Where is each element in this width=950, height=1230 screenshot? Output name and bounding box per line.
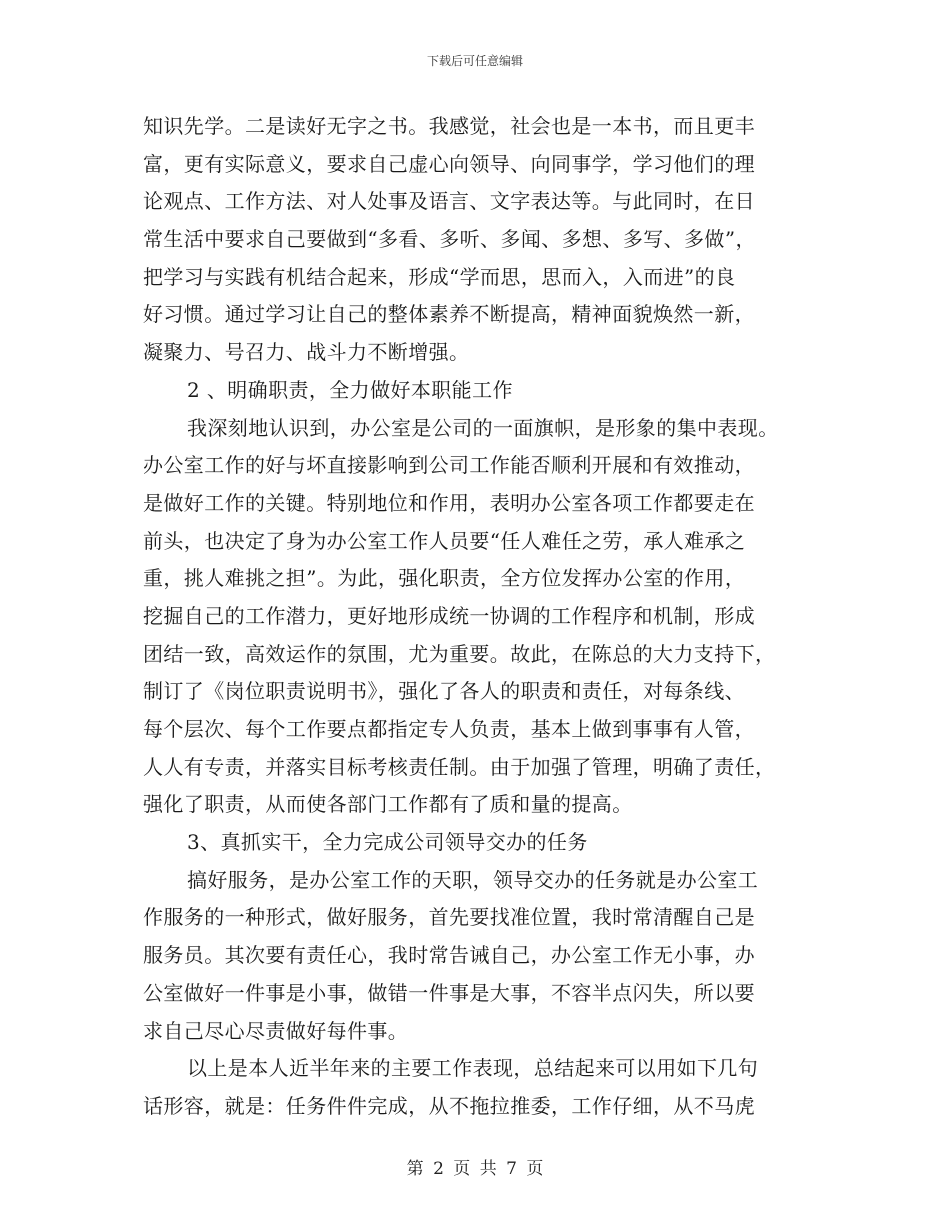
text-line: 把学习与实践有机结合起来，形成“学而思，思而入，入而进”的良: [143, 264, 736, 289]
text-line: 挖掘自己的工作潜力，更好地形成统一协调的工作程序和机制，形成: [143, 603, 755, 628]
text-line: 强化了职责，从而使各部门工作都有了质和量的提高。: [143, 792, 633, 817]
text-line: 以上是本人近半年来的主要工作表现，总结起来可以用如下几句: [187, 1056, 759, 1081]
text-line: 好习惯。通过学习让自己的整体素养不断提高，精神面貌焕然一新，: [143, 302, 755, 327]
document-body: [143, 108, 823, 1126]
text-line: 常生活中要求自己要做到“多看、多听、多闻、多想、多写、多做”，: [143, 227, 756, 252]
text-line: 求自己尽心尽责做好每件事。: [143, 1018, 409, 1043]
text-line: 2 、明确职责，全力做好本职能工作: [187, 377, 513, 402]
text-line: 团结一致，高效运作的氛围，尤为重要。故此，在陈总的大力支持下，: [143, 641, 776, 666]
text-line: 作服务的一种形式，做好服务，首先要找准位置，我时常清醒自己是: [143, 905, 755, 930]
text-line: 搞好服务，是办公室工作的天职，领导交办的任务就是办公室工: [187, 867, 759, 892]
text-line: 制订了《岗位职责说明书》，强化了各人的职责和责任，对每条线、: [143, 679, 745, 704]
text-line: 服务员。其次要有责任心，我时常告诫自己，办公室工作无小事，办: [143, 943, 755, 968]
page-number-footer: 第 2 页 共 7 页: [406, 1159, 544, 1179]
text-line: 凝聚力、号召力、战斗力不断增强。: [143, 340, 470, 365]
text-line: 人人有专责，并落实目标考核责任制。由于加强了管理，明确了责任，: [143, 754, 776, 779]
text-line: 3、真抓实干，全力完成公司领导交办的任务: [187, 830, 588, 855]
text-line: 每个层次、每个工作要点都指定专人负责，基本上做到事事有人管，: [143, 717, 755, 741]
text-line: 公室做好一件事是小事，做错一件事是大事，不容半点闪失，所以要: [143, 980, 755, 1005]
text-line: 我深刻地认识到，办公室是公司的一面旗帜，是形象的集中表现。: [187, 415, 779, 440]
text-line: 论观点、工作方法、对人处事及语言、文字表达等。与此同时，在日: [143, 189, 755, 214]
text-line: 重，挑人难挑之担”。为此，强化职责，全方位发挥办公室的作用，: [143, 566, 746, 591]
text-line: 富，更有实际意义，要求自己虚心向领导、向同事学，学习他们的理: [143, 151, 755, 176]
text-line: 是做好工作的关键。特别地位和作用，表明办公室各项工作都要走在: [143, 490, 755, 515]
text-line: 前头，也决定了身为办公室工作人员要“任人难任之劳，承人难承之: [143, 528, 746, 553]
page-header: 下载后可任意编辑: [426, 54, 523, 68]
text-line: 话形容，就是：任务件件完成，从不拖拉推委，工作仔细，从不马虎: [143, 1093, 755, 1118]
text-line: 办公室工作的好与坏直接影响到公司工作能否顺利开展和有效推动，: [143, 453, 755, 478]
text-line: 知识先学。二是读好无字之书。我感觉，社会也是一本书，而且更丰: [143, 114, 755, 138]
